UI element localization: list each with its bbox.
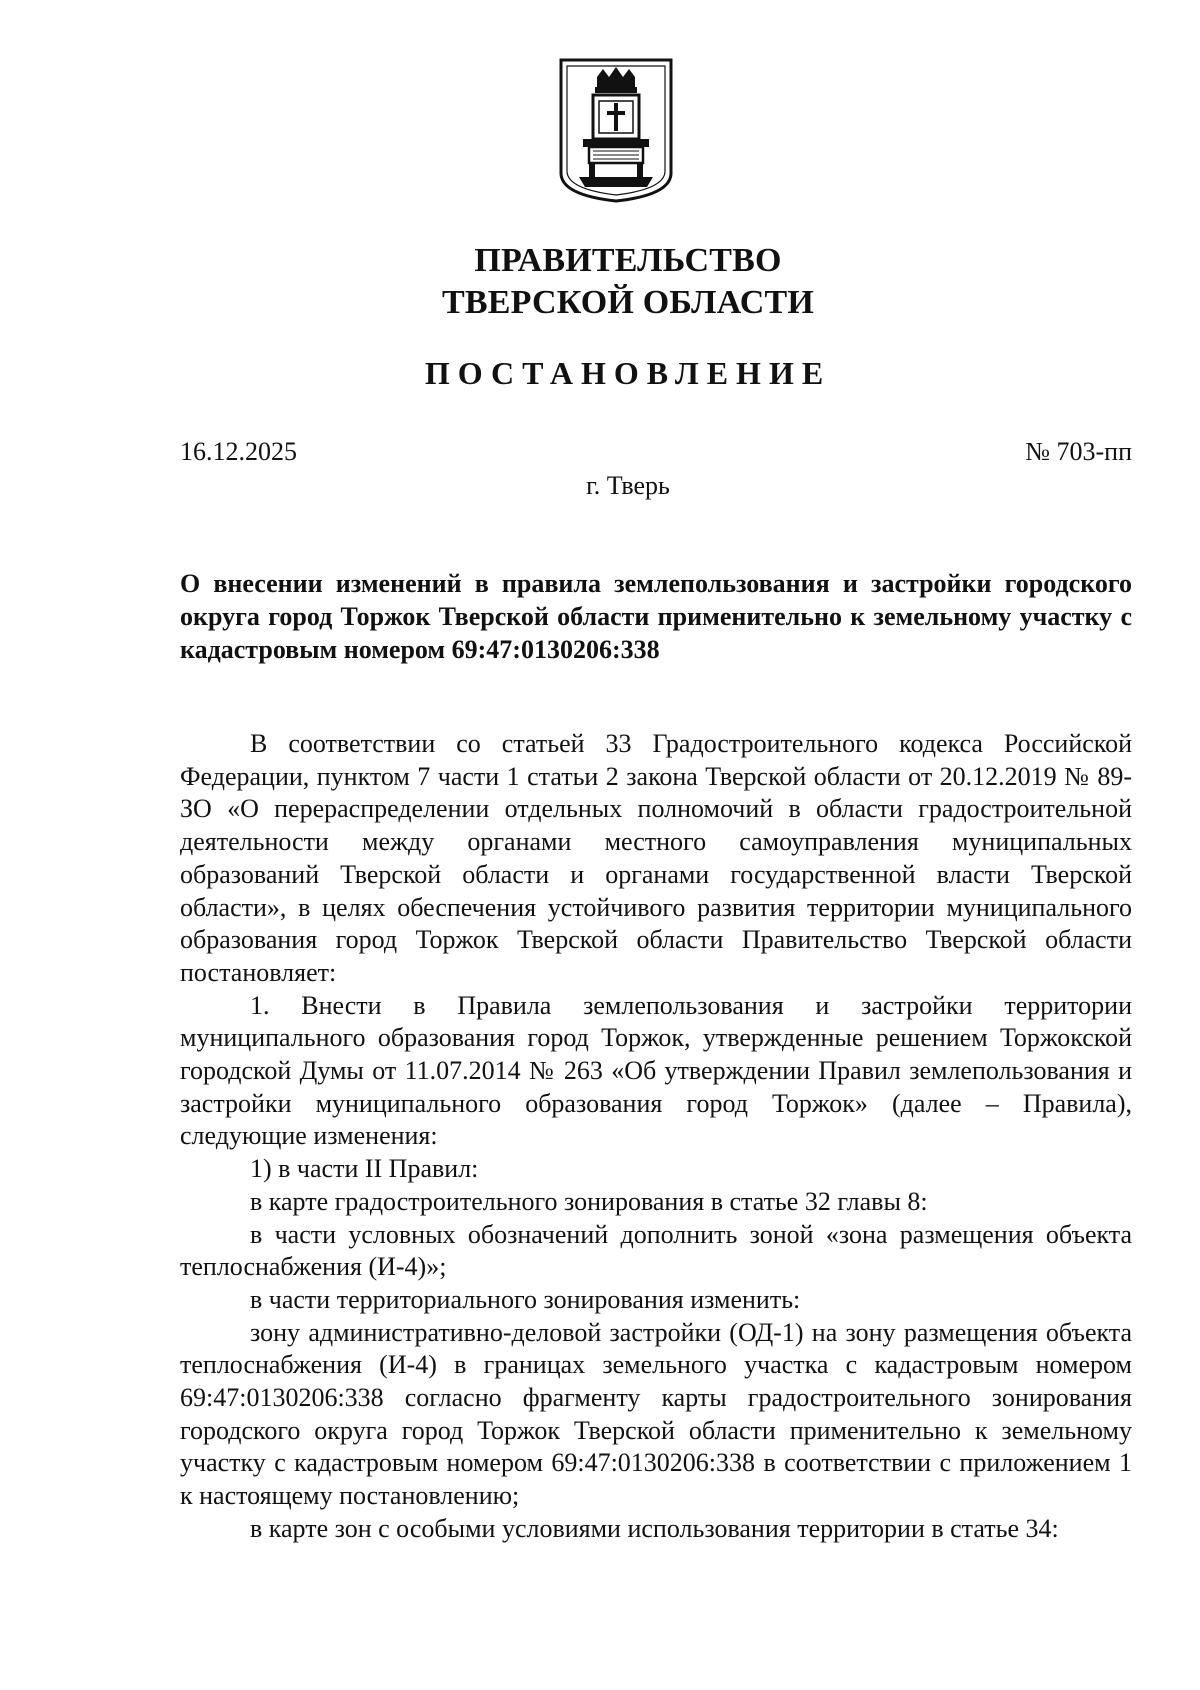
government-name — [0, 240, 1200, 324]
document-number: № 703-пп — [1025, 437, 1132, 466]
government-name-line2: ТВЕРСКОЙ ОБЛАСТИ — [441, 284, 815, 321]
body-paragraph: 1) в части II Правил: — [250, 1154, 479, 1184]
body-paragraph: в части условных обозначений дополнить зоной «зона размещения объекта теплоснабжения (И-4)»; — [180, 1219, 1132, 1282]
document-heading: О внесении изменений в правила землепользования и застройки городского округа город Торжок Тверской области применительно к земельному участку с кадастровым номером 69:47:0130206:338 — [180, 569, 1132, 664]
document-body — [180, 728, 1132, 1546]
body-paragraph: в карте градостроительного зонирования в статье 32 главы 8: — [250, 1186, 928, 1216]
body-paragraph: в карте зон с особыми условиями использования территории в статье 34: — [250, 1513, 1059, 1543]
document-date: 16.12.2025 — [180, 437, 297, 466]
document-type: ПОСТАНОВЛЕНИЕ — [424, 355, 832, 391]
tver-coat-of-arms-icon — [553, 55, 679, 205]
body-paragraph: в части территориального зонирования изменить: — [250, 1284, 801, 1314]
body-paragraph: зону административно-деловой застройки (ОД-1) на зону размещения объекта теплоснабжения (И-4) в границах земельного участка с кадастровым номером 69:47:0130206:338 согласно фрагменту карты градостроительного зонирования городского округа город Торжок Тверской области применительно к земельному участку с кадастровым номером 69:47:0130206:338 в соответствии с приложением 1 к настоящему постановлению; — [180, 1317, 1132, 1511]
document-city: г. Тверь — [586, 471, 670, 500]
body-paragraph: 1. Внести в Правила землепользования и застройки территории муниципального образования город Торжок, утвержденные решением Торжокской городской Думы от 11.07.2014 № 263 «Об утверждении Правил землепользования и застройки муниципального образования город Торжок» (далее – Правила), следующие изменения: — [180, 990, 1132, 1151]
body-paragraph: В соответствии со статьей 33 Градостроительного кодекса Российской Федерации, пунктом 7 части 1 статьи 2 закона Тверской области от 20.12.2019 № 89-ЗО «О перераспределении отдельных полномочий в области градостроительной деятельности между органами местного самоуправления муниципальных образований Тверской области и органами государственной власти Тверской области», в целях обеспечения устойчивого развития территории муниципального образования город Торжок Тверской области Правительство Тверской области постановляет: — [180, 729, 1132, 987]
government-name-line1: ПРАВИТЕЛЬСТВО — [474, 242, 782, 279]
